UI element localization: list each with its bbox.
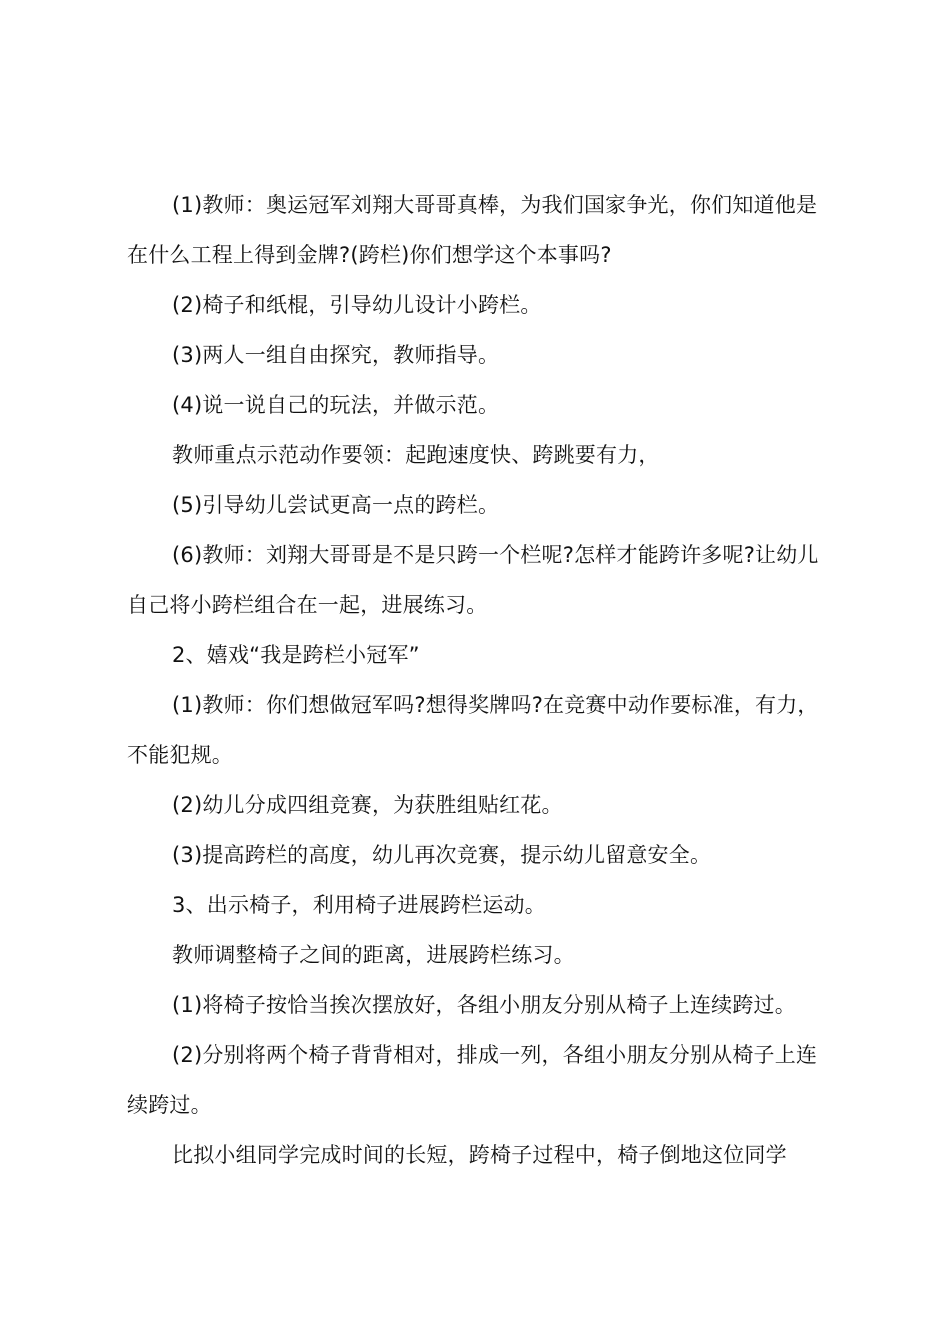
- paragraph-13: 教师调整椅子之间的距离，进展跨栏练习。: [172, 943, 575, 967]
- paragraph-4: (4)说一说自己的玩法，并做示范。: [172, 393, 500, 417]
- paragraph-14: (1)将椅子按恰当挨次摆放好，各组小朋友分别从椅子上连续跨过。: [172, 993, 796, 1017]
- section-heading-3: 3、出示椅子，利用椅子进展跨栏运动。: [172, 893, 546, 917]
- paragraph-16: 比拟小组同学完成时间的长短，跨椅子过程中，椅子倒地这位同学: [172, 1143, 787, 1167]
- paragraph-11: (3)提高跨栏的高度，幼儿再次竞赛，提示幼儿留意安全。: [172, 843, 712, 867]
- paragraph-7: (6)教师：刘翔大哥哥是不是只跨一个栏呢?怎样才能跨许多呢?让幼儿自己将小跨栏组合在一起，进展练习。: [127, 543, 819, 617]
- paragraph-10: (2)幼儿分成四组竞赛，为获胜组贴红花。: [172, 793, 563, 817]
- section-heading-2: 2、嬉戏“我是跨栏小冠军”: [172, 643, 420, 667]
- paragraph-15: (2)分别将两个椅子背背相对，排成一列，各组小朋友分别从椅子上连续跨过。: [127, 1043, 818, 1117]
- paragraph-9: (1)教师：你们想做冠军吗?想得奖牌吗?在竞赛中动作要标准，有力，不能犯规。: [127, 693, 819, 767]
- paragraph-1: (1)教师：奥运冠军刘翔大哥哥真棒，为我们国家争光，你们知道他是在什么工程上得到金牌?(跨栏)你们想学这个本事吗?: [127, 193, 818, 267]
- document-body: [127, 180, 833, 1180]
- paragraph-6: (5)引导幼儿尝试更高一点的跨栏。: [172, 493, 500, 517]
- paragraph-2: (2)椅子和纸棍，引导幼儿设计小跨栏。: [172, 293, 542, 317]
- paragraph-3: (3)两人一组自由探究，教师指导。: [172, 343, 500, 367]
- paragraph-5: 教师重点示范动作要领：起跑速度快、跨跳要有力，: [172, 443, 660, 467]
